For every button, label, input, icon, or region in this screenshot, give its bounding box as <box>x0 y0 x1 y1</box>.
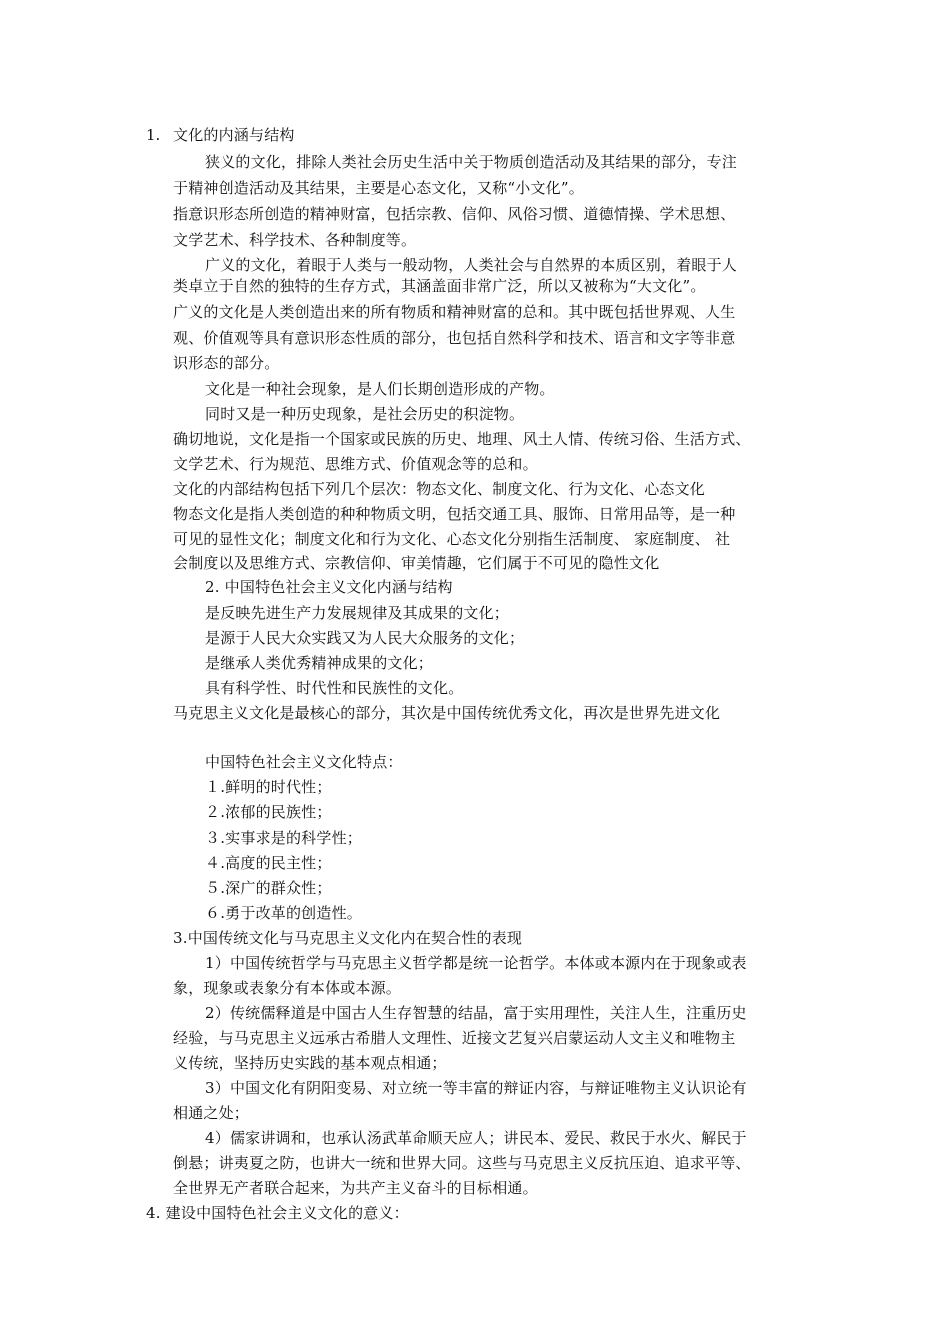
section-1-title: 文化的内涵与结构 <box>173 126 295 144</box>
section-3-point-2-line-1: 2）传统儒释道是中国古人生存智慧的结晶，富于实用理性，关注人生，注重历史 <box>205 1004 747 1022</box>
section-3-point-4-line-2: 倒悬；讲夷夏之防，也讲大一统和世界大同。这些与马克思主义反抗压迫、追求平等、 <box>173 1154 751 1172</box>
section-1-number: 1. <box>146 126 161 144</box>
feature-item-3: ３.实事求是的科学性； <box>205 829 362 847</box>
section-4-title: 4. 建设中国特色社会主义文化的意义： <box>146 1204 409 1222</box>
broad-reference-line-2: 观、价值观等具有意识形态性质的部分，也包括自然科学和技术、语言和文字等非意 <box>173 329 736 347</box>
feature-item-4: ４.高度的民主性； <box>205 854 332 872</box>
section-3-point-1-line-1: 1）中国传统哲学与马克思主义哲学都是统一论哲学。本体或本源内在于现象或表 <box>205 954 747 972</box>
material-culture-line-2: 可见的显性文化；制度文化和行为文化、心态文化分别指生活制度、 家庭制度、 社 <box>173 530 731 548</box>
broad-reference-line-1: 广义的文化是人类创造出来的所有物质和精神财富的总和。其中既包括世界观、人生 <box>173 303 736 321</box>
section-3-point-4-line-1: 4）儒家讲调和，也承认汤武革命顺天应人；讲民本、爱民、救民于水火、解民于 <box>205 1129 747 1147</box>
section-2-item-3: 是继承人类优秀精神成果的文化； <box>205 654 434 672</box>
structure-levels: 文化的内部结构包括下列几个层次：物态文化、制度文化、行为文化、心态文化 <box>173 480 706 498</box>
feature-item-1: １.鲜明的时代性； <box>205 778 332 796</box>
section-3-point-1-line-2: 象，现象或表象分有本体或本源。 <box>173 979 402 997</box>
precise-definition-line-2: 文学艺术、行为规范、思维方式、价值观念等的总和。 <box>173 455 538 473</box>
precise-definition-line-1: 确切地说，文化是指一个国家或民族的历史、地理、风土人情、传统习俗、生活方式、 <box>173 430 751 448</box>
narrow-definition-line-1: 狭义的文化，排除人类社会历史生活中关于物质创造活动及其结果的部分，专注 <box>205 153 738 171</box>
section-3-title: 3.中国传统文化与马克思主义文化内在契合性的表现 <box>173 929 523 947</box>
section-2-item-2: 是源于人民大众实践又为人民大众服务的文化； <box>205 629 525 647</box>
section-3-point-3-line-2: 相通之处； <box>173 1104 250 1122</box>
feature-item-5: ５.深广的群众性； <box>205 879 332 897</box>
narrow-reference-line-1: 指意识形态所创造的精神财富，包括宗教、信仰、风俗习惯、道德情操、学术思想、 <box>173 205 736 223</box>
feature-item-2: ２.浓郁的民族性； <box>205 803 332 821</box>
narrow-definition-line-2: 于精神创造活动及其结果，主要是心态文化，又称“小文化”。 <box>173 179 584 197</box>
material-culture-line-1: 物态文化是指人类创造的种种物质文明，包括交通工具、服饰、日常用品等，是一种 <box>173 505 736 523</box>
historical-phenomenon: 同时又是一种历史现象，是社会历史的积淀物。 <box>205 405 525 423</box>
features-title: 中国特色社会主义文化特点： <box>205 753 403 771</box>
section-3-point-4-line-3: 全世界无产者联合起来，为共产主义奋斗的目标相通。 <box>173 1179 538 1197</box>
broad-reference-line-3: 识形态的部分。 <box>173 354 280 372</box>
section-3-point-2-line-3: 义传统，坚持历史实践的基本观点相通； <box>173 1054 447 1072</box>
section-2-item-4: 具有科学性、时代性和民族性的文化。 <box>205 679 464 697</box>
section-2-item-1: 是反映先进生产力发展规律及其成果的文化； <box>205 604 510 622</box>
core-culture-statement: 马克思主义文化是最核心的部分，其次是中国传统优秀文化，再次是世界先进文化 <box>173 704 721 722</box>
feature-item-6: ６.勇于改革的创造性。 <box>205 904 362 922</box>
section-3-point-2-line-2: 经验，与马克思主义远承古希腊人文理性、近接文艺复兴启蒙运动人文主义和唯物主 <box>173 1029 736 1047</box>
narrow-reference-line-2: 文学艺术、科学技术、各种制度等。 <box>173 231 417 249</box>
broad-definition-line-2: 类卓立于自然的独特的生存方式，其涵盖面非常广泛，所以又被称为“大文化”。 <box>173 277 706 295</box>
material-culture-line-3: 会制度以及思维方式、宗教信仰、审美情趣，它们属于不可见的隐性文化 <box>173 554 660 572</box>
section-2-title: 2. 中国特色社会主义文化内涵与结构 <box>205 578 453 596</box>
social-phenomenon: 文化是一种社会现象，是人们长期创造形成的产物。 <box>205 380 555 398</box>
broad-definition-line-1: 广义的文化，着眼于人类与一般动物，人类社会与自然界的本质区别，着眼于人 <box>205 256 738 274</box>
section-3-point-3-line-1: 3）中国文化有阴阳变易、对立统一等丰富的辩证内容，与辩证唯物主义认识论有 <box>205 1079 747 1097</box>
